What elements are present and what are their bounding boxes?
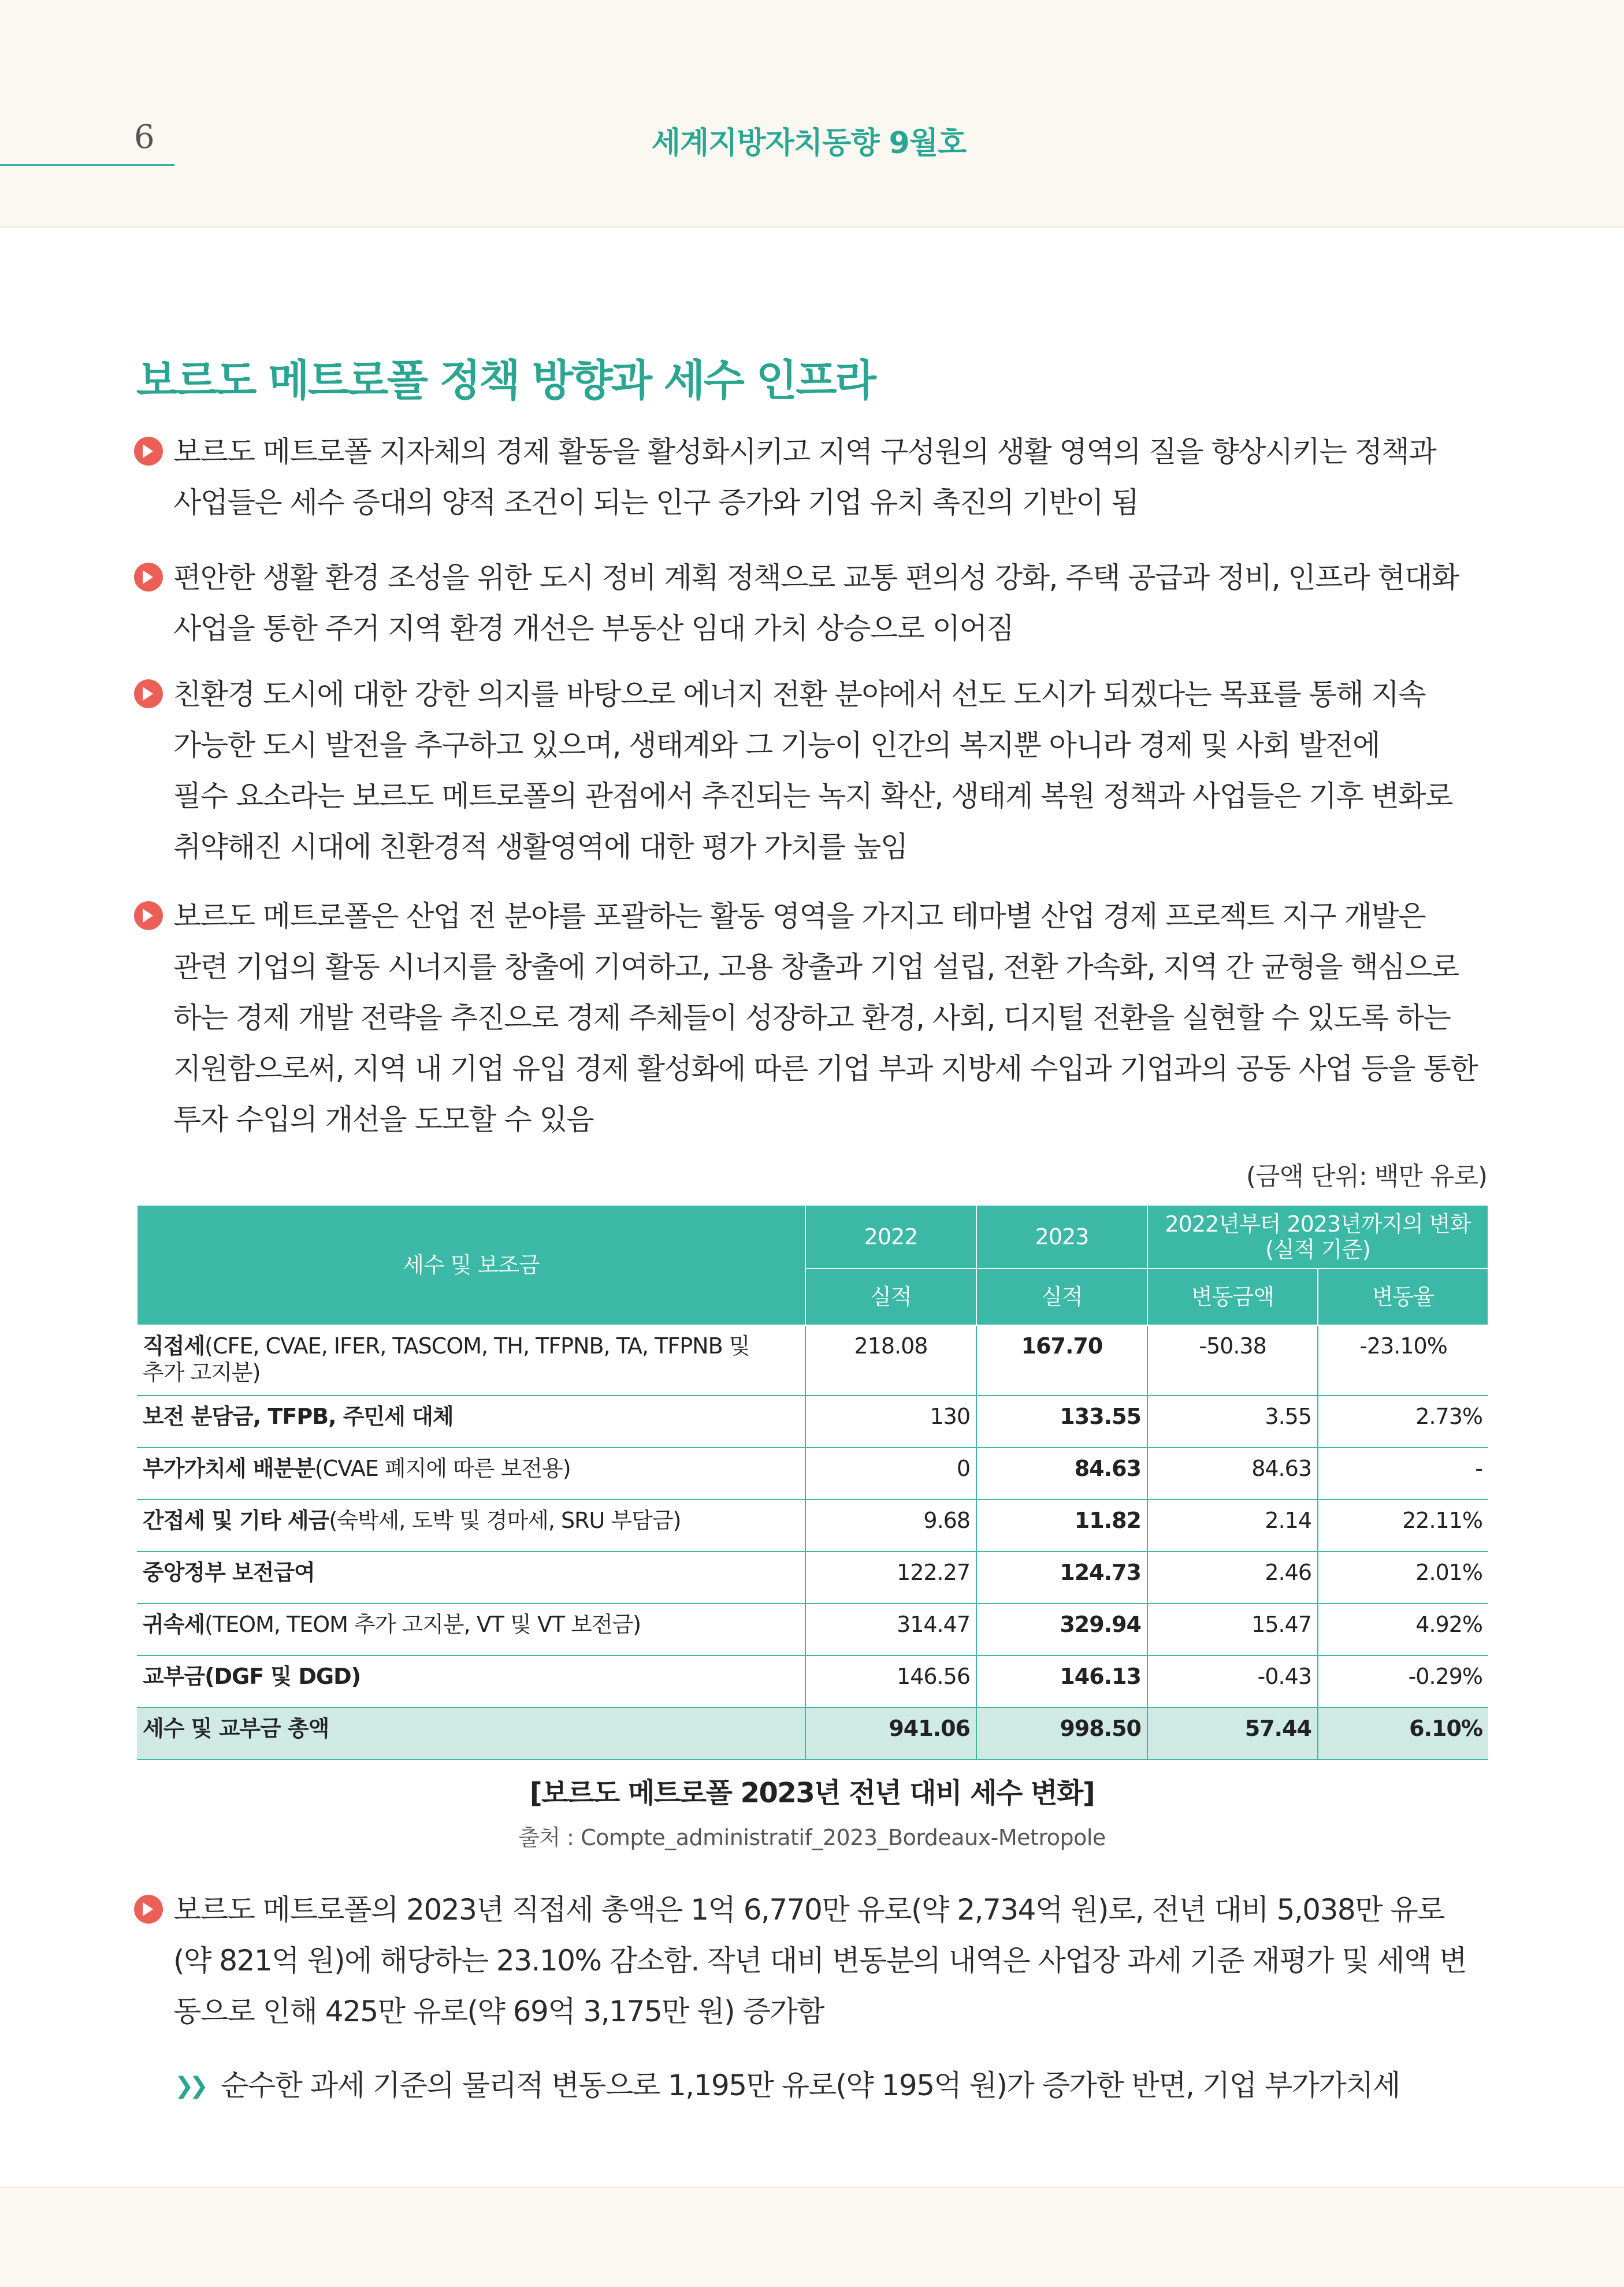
change-amount: 84.63 bbox=[1147, 1448, 1318, 1500]
change-rate: -23.10% bbox=[1318, 1325, 1488, 1396]
change-rate: -0.29% bbox=[1318, 1656, 1488, 1708]
row-label-bold: 직접세 bbox=[143, 1333, 205, 1359]
page-footer bbox=[0, 2186, 1624, 2287]
value-2022: 146.56 bbox=[805, 1656, 976, 1708]
value-2023: 329.94 bbox=[976, 1604, 1147, 1656]
row-label bbox=[137, 1656, 805, 1708]
header-change-rate: 변동율 bbox=[1318, 1269, 1488, 1325]
arrow-bullet-icon bbox=[134, 901, 163, 930]
publication-title: 세계지방자치동향 9월호 bbox=[651, 126, 967, 161]
change-amount: -50.38 bbox=[1147, 1325, 1318, 1396]
change-rate: 2.01% bbox=[1318, 1552, 1488, 1604]
header-category: 세수 및 보조금 bbox=[137, 1205, 805, 1325]
value-2022: 122.27 bbox=[805, 1552, 976, 1604]
change-amount: 3.55 bbox=[1147, 1396, 1318, 1448]
table-caption: [보르도 메트로폴 2023년 전년 대비 세수 변화] bbox=[529, 1777, 1095, 1809]
page-header bbox=[0, 0, 1624, 228]
sub-bullet-line: 순수한 과세 기준의 물리적 변동으로 1,195만 유로(약 195억 원)가 증가한 반면, 기업 부가가치세 bbox=[221, 2069, 1400, 2102]
change-amount: 2.46 bbox=[1147, 1552, 1318, 1604]
arrow-bullet-icon bbox=[134, 437, 163, 466]
row-label bbox=[137, 1396, 805, 1448]
tax-revenue-table bbox=[136, 1204, 1489, 1760]
total-2023: 998.50 bbox=[976, 1708, 1147, 1760]
value-2022: 0 bbox=[805, 1448, 976, 1500]
value-2023: 84.63 bbox=[976, 1448, 1147, 1500]
row-label bbox=[137, 1325, 805, 1396]
arrow-bullet-icon bbox=[134, 679, 163, 708]
value-2022: 9.68 bbox=[805, 1500, 976, 1552]
change-amount: 2.14 bbox=[1147, 1500, 1318, 1552]
table-row bbox=[137, 1604, 1488, 1656]
bullet-line: 지원함으로써, 지역 내 기업 유입 경제 활성화에 따른 기업 부과 지방세 수입과 기업과의 공동 사업 등을 통한 bbox=[173, 1052, 1478, 1085]
row-label-detail: (CFE, CVAE, IFER, TASCOM, TH, TFPNB, TA, TFPNB 및 bbox=[205, 1333, 750, 1359]
row-label-detail-2: 추가 고지분) bbox=[143, 1360, 261, 1385]
header-2022: 2022 bbox=[805, 1205, 976, 1269]
table-source: 출처 : Compte_administratif_2023_Bordeaux-Metropole bbox=[518, 1825, 1106, 1850]
row-label bbox=[137, 1500, 805, 1552]
header-actual-2022: 실적 bbox=[805, 1269, 976, 1325]
change-rate: 4.92% bbox=[1318, 1604, 1488, 1656]
total-label: 세수 및 교부금 총액 bbox=[137, 1708, 805, 1760]
row-label bbox=[137, 1552, 805, 1604]
row-label-bold: 중앙정부 보전급여 bbox=[143, 1560, 315, 1585]
table-total-row bbox=[137, 1708, 1488, 1760]
bullet-line: 사업을 통한 주거 지역 환경 개선은 부동산 임대 가치 상승으로 이어짐 bbox=[173, 612, 1014, 645]
bullet-line: 보르도 메트로폴은 산업 전 분야를 포괄하는 활동 영역을 가지고 테마별 산업 경제 프로젝트 지구 개발은 bbox=[173, 899, 1426, 933]
row-label-detail: (숙박세, 도박 및 경마세, SRU 부담금) bbox=[329, 1508, 681, 1533]
page-number: 6 bbox=[134, 118, 155, 156]
unit-note: (금액 단위: 백만 유로) bbox=[1246, 1162, 1487, 1191]
table-row bbox=[137, 1500, 1488, 1552]
change-rate: - bbox=[1318, 1448, 1488, 1500]
table-row bbox=[137, 1396, 1488, 1448]
row-label-detail: (CVAE 폐지에 따른 보전용) bbox=[314, 1456, 571, 1481]
value-2023: 146.13 bbox=[976, 1656, 1147, 1708]
header-change-sub: (실적 기준) bbox=[1265, 1237, 1370, 1262]
header-change-title: 2022년부터 2023년까지의 변화 bbox=[1165, 1211, 1471, 1237]
bullet-line: 하는 경제 개발 전략을 추진으로 경제 주체들이 성장하고 환경, 사회, 디지털 전환을 실현할 수 있도록 하는 bbox=[173, 1001, 1451, 1035]
row-label bbox=[137, 1604, 805, 1656]
section-title: 보르도 메트로폴 정책 방향과 세수 인프라 bbox=[136, 356, 875, 406]
arrow-bullet-icon bbox=[134, 1895, 163, 1924]
header-rule bbox=[0, 164, 174, 166]
bullet-line: 편안한 생활 환경 조성을 위한 도시 정비 계획 정책으로 교통 편의성 강화, 주택 공급과 정비, 인프라 현대화 bbox=[173, 561, 1459, 594]
total-2022: 941.06 bbox=[805, 1708, 976, 1760]
change-rate: 22.11% bbox=[1318, 1500, 1488, 1552]
bullet-line: 사업들은 세수 증대의 양적 조건이 되는 인구 증가와 기업 유치 촉진의 기반이 됨 bbox=[173, 486, 1139, 519]
table-row bbox=[137, 1448, 1488, 1500]
value-2023: 133.55 bbox=[976, 1396, 1147, 1448]
header-change-amount: 변동금액 bbox=[1147, 1269, 1318, 1325]
header-2023: 2023 bbox=[976, 1205, 1147, 1269]
row-label bbox=[137, 1448, 805, 1500]
bullet-line: 보르도 메트로폴의 2023년 직접세 총액은 1억 6,770만 유로(약 2,734억 원)로, 전년 대비 5,038만 유로 bbox=[173, 1893, 1444, 1927]
change-rate: 2.73% bbox=[1318, 1396, 1488, 1448]
table-row bbox=[137, 1325, 1488, 1396]
arrow-bullet-icon bbox=[134, 563, 163, 592]
value-2023: 11.82 bbox=[976, 1500, 1147, 1552]
header-actual-2023: 실적 bbox=[976, 1269, 1147, 1325]
value-2022: 218.08 bbox=[805, 1325, 976, 1396]
bullet-line: 투자 수입의 개선을 도모할 수 있음 bbox=[173, 1103, 594, 1136]
value-2023: 124.73 bbox=[976, 1552, 1147, 1604]
row-label-bold: 보전 분담금, TFPB, 주민세 대체 bbox=[143, 1404, 454, 1429]
total-change-amount: 57.44 bbox=[1147, 1708, 1318, 1760]
bullet-line: 필수 요소라는 보르도 메트로폴의 관점에서 추진되는 녹지 확산, 생태계 복원 정책과 사업들은 기후 변화로 bbox=[173, 779, 1452, 813]
row-label-bold: 간접세 및 기타 세금 bbox=[143, 1508, 329, 1533]
value-2023: 167.70 bbox=[976, 1325, 1147, 1396]
total-change-rate: 6.10% bbox=[1318, 1708, 1488, 1760]
bullet-line: 친환경 도시에 대한 강한 의지를 바탕으로 에너지 전환 분야에서 선도 도시가 되겠다는 목표를 통해 지속 bbox=[173, 678, 1426, 711]
bullet-line: 가능한 도시 발전을 추구하고 있으며, 생태계와 그 기능이 인간의 복지뿐 아니라 경제 및 사회 발전에 bbox=[173, 728, 1380, 762]
bullet-line: 관련 기업의 활동 시너지를 창출에 기여하고, 고용 창출과 기업 설립, 전환 가속화, 지역 간 균형을 핵심으로 bbox=[173, 950, 1459, 984]
table-row bbox=[137, 1656, 1488, 1708]
change-amount: -0.43 bbox=[1147, 1656, 1318, 1708]
bullet-line: 동으로 인해 425만 유로(약 69억 3,175만 원) 증가함 bbox=[173, 1995, 824, 2028]
change-amount: 15.47 bbox=[1147, 1604, 1318, 1656]
table-row bbox=[137, 1552, 1488, 1604]
row-label-bold: 부가가치세 배분분 bbox=[143, 1456, 315, 1481]
value-2022: 314.47 bbox=[805, 1604, 976, 1656]
header-change bbox=[1147, 1205, 1488, 1269]
row-label-bold: 교부금(DGF 및 DGD) bbox=[143, 1664, 361, 1689]
double-chevron-icon: ❯❯ bbox=[174, 2073, 205, 2099]
bullet-line: 취약해진 시대에 친환경적 생활영역에 대한 평가 가치를 높임 bbox=[173, 830, 908, 864]
value-2022: 130 bbox=[805, 1396, 976, 1448]
bullet-line: 보르도 메트로폴 지자체의 경제 활동을 활성화시키고 지역 구성원의 생활 영역의 질을 향상시키는 정책과 bbox=[173, 435, 1436, 468]
row-label-bold: 귀속세 bbox=[143, 1612, 205, 1637]
row-label-detail: (TEOM, TEOM 추가 고지분, VT 및 VT 보전금) bbox=[205, 1612, 641, 1637]
bullet-line: (약 821억 원)에 해당하는 23.10% 감소함. 작년 대비 변동분의 내역은 사업장 과세 기준 재평가 및 세액 변 bbox=[173, 1944, 1467, 1977]
